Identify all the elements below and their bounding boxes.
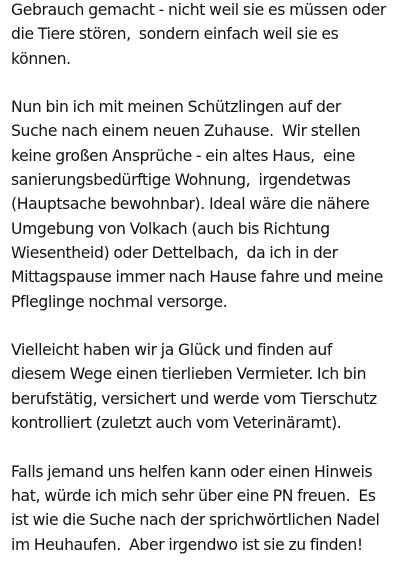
- text-line: können.: [11, 49, 71, 68]
- text-line: Mittagspause immer nach Hause fahre und meine: [11, 268, 383, 287]
- text-line: hat, würde ich mich sehr über eine PN freuen. Es: [11, 486, 376, 505]
- paragraph-1: [11, 0, 400, 71]
- text-line: Nun bin ich mit meinen Schützlingen auf der: [11, 98, 341, 117]
- text-line: ist wie die Suche nach der sprichwörtlichen Nadel: [11, 511, 380, 530]
- text-line: diesem Wege einen tierlieben Vermieter. Ich bin: [11, 365, 367, 384]
- text-line: Umgebung von Volkach (auch bis Richtung: [11, 219, 330, 238]
- paragraph-3: [11, 338, 400, 435]
- text-line: Pfleglinge nochmal versorge.: [11, 292, 228, 311]
- document-body: [11, 0, 400, 581]
- paragraph-4: [11, 460, 400, 557]
- text-line: Falls jemand uns helfen kann oder einen Hinweis: [11, 462, 373, 481]
- text-line: kontrolliert (zuletzt auch vom Veterinäramt).: [11, 414, 342, 433]
- text-line: keine großen Ansprüche - ein altes Haus, eine: [11, 146, 355, 165]
- text-line: sanierungsbedürftige Wohnung, irgendetwas: [11, 171, 351, 190]
- text-line: die Tiere stören, sondern einfach weil sie es: [11, 25, 339, 44]
- text-line: Wiesentheid) oder Dettelbach, da ich in der: [11, 243, 338, 262]
- text-line: Gebrauch gemacht - nicht weil sie es müssen oder: [11, 1, 386, 19]
- text-line: (Hauptsache bewohnbar). Ideal wäre die nähere: [11, 195, 370, 214]
- paragraph-2: [11, 95, 400, 314]
- text-line: Vielleicht haben wir ja Glück und finden auf: [11, 341, 332, 360]
- text-line: Suche nach einem neuen Zuhause. Wir stellen: [11, 122, 361, 141]
- text-line: im Heuhaufen. Aber irgendwo ist sie zu finden!: [11, 535, 363, 554]
- text-line: berufstätig, versichert und werde vom Tierschutz: [11, 389, 377, 408]
